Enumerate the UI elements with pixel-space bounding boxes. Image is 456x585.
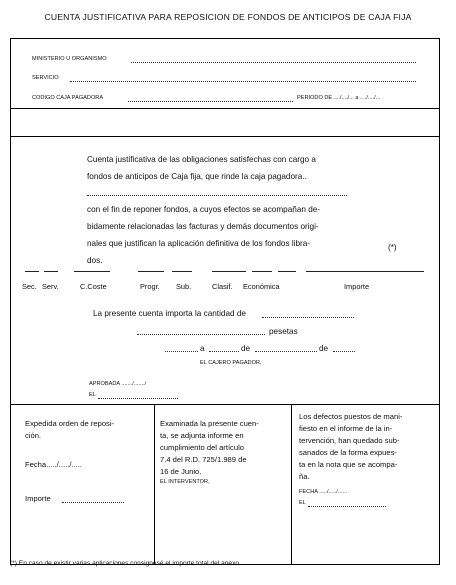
col-header-clasif: Clasif.: [212, 282, 233, 291]
asterisk-note-mark: (*): [388, 243, 397, 252]
year-field[interactable]: [333, 351, 355, 352]
left-box-importe-label: Importe: [25, 494, 51, 503]
month-field[interactable]: [255, 351, 317, 352]
box-divider-left: [154, 404, 155, 565]
middle-box-line-3: cumplimiento del artículo: [160, 443, 244, 452]
col-line-clasif[interactable]: [212, 271, 246, 272]
footnote: (*) En caso de existir varias aplicaciones consignesé el importe total del anexo.: [10, 560, 241, 567]
middle-box-line-1: Examinada la presente cuen-: [160, 419, 259, 428]
body-line-1: Cuenta justificativa de las obligaciones satisfechas con cargo a: [87, 155, 316, 164]
col-header-importe: Importe: [344, 282, 370, 291]
a-word: a: [200, 344, 205, 353]
body-line-6: dos.: [87, 256, 103, 265]
form-frame: [10, 38, 440, 565]
middle-box-line-4: 7.4 del R.D. 725/1.989 de: [160, 455, 247, 464]
place-field[interactable]: [165, 351, 198, 352]
pesetas-label: pesetas: [269, 327, 298, 336]
periodo-label: PERIODO DE ..../..../... a ..../..../...: [297, 95, 381, 101]
col-line-sec[interactable]: [25, 271, 39, 272]
right-box-fecha: FECHA ...../...../......: [299, 489, 348, 495]
col-line-importe[interactable]: [306, 271, 424, 272]
col-line-economica-b[interactable]: [278, 271, 296, 272]
cantidad-field[interactable]: [262, 317, 354, 318]
aprobada-label: APROBADA ......./......./: [89, 381, 147, 387]
left-box-fecha: Fecha...../...../.....: [25, 460, 82, 469]
servicio-label: SERVICIO: [32, 75, 59, 81]
cantidad-words-field[interactable]: [137, 334, 265, 335]
col-header-economica: Económica: [243, 282, 280, 291]
right-box-line-5: ta en la nota que se acompa-: [299, 460, 398, 469]
body-line-4: bidamente relacionadas las facturas y demás documentos origi-: [87, 222, 319, 231]
aprobada-el-label: EL: [89, 392, 96, 398]
de-word-1: de: [241, 344, 251, 353]
col-line-progr[interactable]: [138, 271, 164, 272]
ministerio-label: MINISTERIO U ORGANISMO: [32, 56, 107, 62]
col-line-ccoste[interactable]: [74, 271, 110, 272]
col-header-serv: Serv.: [42, 282, 59, 291]
codigo-caja-label: CODIGO CAJA PAGADORA: [32, 95, 104, 101]
body-line-2: fondos de anticipos de Caja fija, que rinde la caja pagadora..: [87, 172, 307, 181]
right-box-line-4: sanados de la forma expues-: [299, 448, 397, 457]
left-box-importe-field[interactable]: [62, 502, 124, 503]
middle-box-line-2: ta, se adjunta informe en: [160, 431, 244, 440]
boxes-divider: [10, 404, 440, 405]
body-divider: [10, 136, 440, 137]
day-field[interactable]: [209, 351, 239, 352]
de-word-2: de: [319, 344, 329, 353]
box-divider-right: [291, 404, 292, 565]
right-box-line-6: ña.: [299, 472, 310, 481]
left-box-line-2: ción.: [25, 431, 42, 440]
right-box-line-3: tervención, han quedado sub-: [299, 436, 400, 445]
col-header-progr: Progr.: [140, 282, 160, 291]
aprobada-el-field[interactable]: [98, 398, 178, 399]
middle-box-line-5: 16 de Junio.: [160, 467, 202, 476]
caja-pagadora-field[interactable]: [87, 195, 347, 196]
right-box-line-1: Los defectos puestos de mani-: [299, 412, 403, 421]
right-box-el-label: EL: [299, 500, 306, 506]
body-line-5: nales que justifican la aplicación definitiva de los fondos libra-: [87, 239, 311, 248]
interventor-label: EL INTERVENTOR,: [160, 479, 210, 485]
col-line-economica-a[interactable]: [252, 271, 272, 272]
importe-line: La presente cuenta importa la cantidad de: [93, 309, 246, 318]
col-line-sub[interactable]: [172, 271, 192, 272]
cajero-pagador-label: EL CAJERO PAGADOR,: [200, 360, 262, 366]
ministerio-field[interactable]: [131, 62, 416, 63]
body-line-3: con el fin de reponer fondos, a cuyos efectos se acompañan de-: [87, 205, 321, 214]
right-box-line-2: fiesto en el informe de la in-: [299, 424, 393, 433]
col-header-ccoste: C.Coste: [80, 282, 107, 291]
codigo-caja-field[interactable]: [128, 101, 293, 102]
col-header-sub: Sub.: [176, 282, 192, 291]
header-divider: [10, 108, 440, 109]
left-box-line-1: Expedida orden de reposi-: [25, 419, 115, 428]
servicio-field[interactable]: [70, 81, 416, 82]
document-title: CUENTA JUSTIFICATIVA PARA REPOSICION DE FONDOS DE ANTICIPOS DE CAJA FIJA: [44, 12, 412, 22]
col-line-serv[interactable]: [44, 271, 58, 272]
col-header-sec: Sec.: [22, 282, 37, 291]
right-box-el-field[interactable]: [308, 506, 386, 507]
